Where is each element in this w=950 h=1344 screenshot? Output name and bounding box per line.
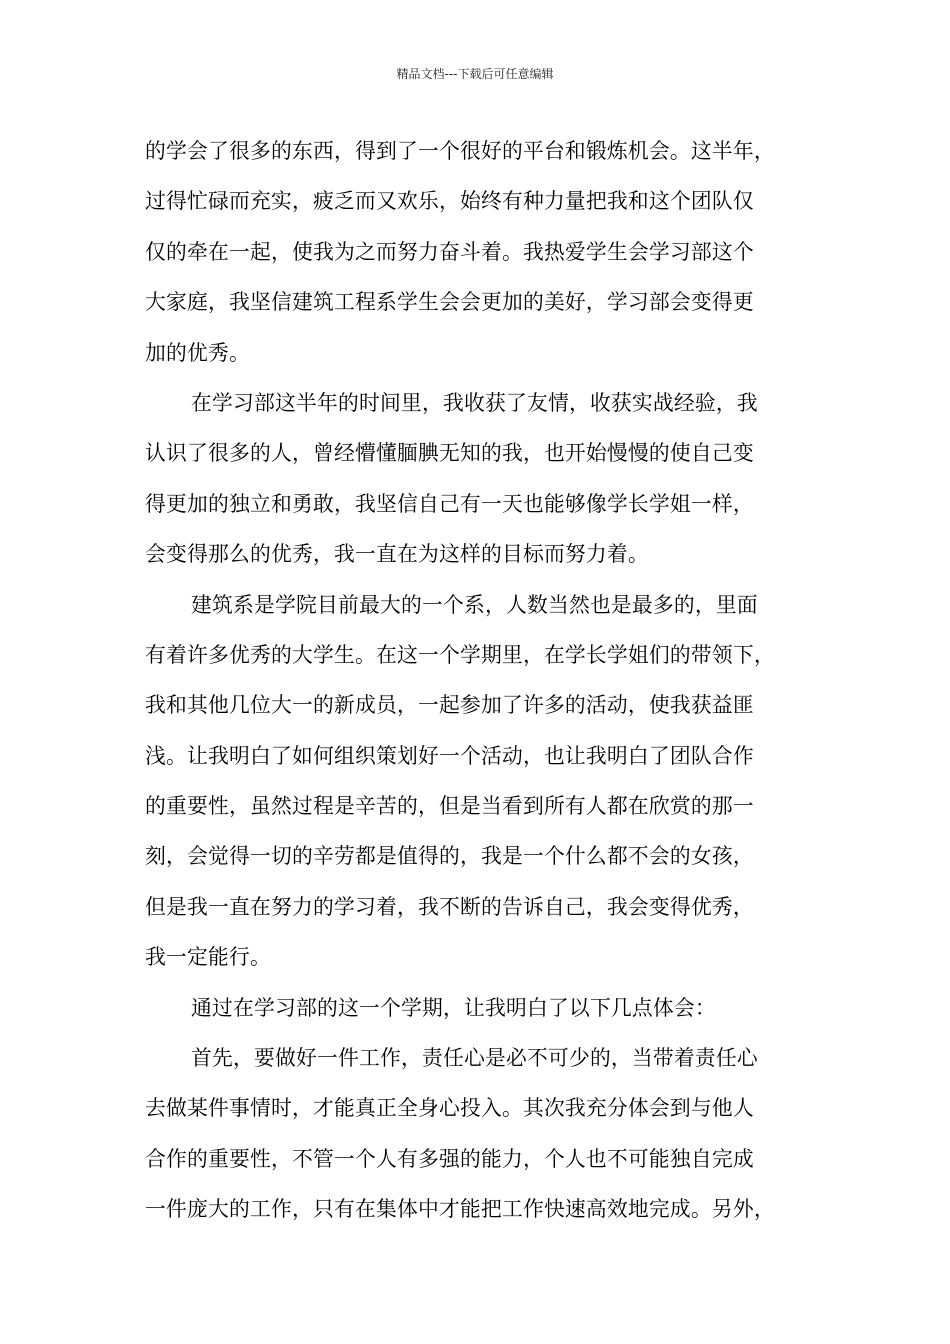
paragraph-3-line-6: 刻，会觉得一切的辛劳都是值得的，我是一个什么都不会的女孩， xyxy=(145,844,754,869)
paragraph-1-line-3: 仅的牵在一起，使我为之而努力奋斗着。我热爱学生会学习部这个 xyxy=(145,239,754,264)
paragraph-1-line-5: 加的优秀。 xyxy=(145,340,250,365)
paragraph-5-line-3: 合作的重要性，不管一个人有多强的能力，个人也不可能独自完成 xyxy=(145,1146,754,1171)
page-header: 精品文档---下载后可任意编辑 xyxy=(396,67,554,81)
paragraph-1-line-4: 大家庭，我坚信建筑工程系学生会会更加的美好，学习部会变得更 xyxy=(145,290,754,315)
paragraph-3-line-3: 我和其他几位大一的新成员，一起参加了许多的活动，使我获益匪 xyxy=(145,693,754,718)
paragraph-2-line-1: 在学习部这半年的时间里，我收获了友情，收获实战经验，我 xyxy=(191,390,758,415)
document-body xyxy=(145,131,825,1240)
paragraph-3-line-5: 的重要性，虽然过程是辛苦的，但是当看到所有人都在欣赏的那一 xyxy=(145,794,754,819)
paragraph-1-line-1: 的学会了很多的东西，得到了一个很好的平台和锻炼机会。这半年， xyxy=(145,139,775,163)
paragraph-3-line-7: 但是我一直在努力的学习着，我不断的告诉自己，我会变得优秀， xyxy=(145,894,754,919)
paragraph-3-line-2: 有着许多优秀的大学生。在这一个学期里，在学长学姐们的带领下， xyxy=(145,642,775,667)
paragraph-3-line-4: 浅。让我明白了如何组织策划好一个活动，也让我明白了团队合作 xyxy=(145,743,754,768)
paragraph-3-line-8: 我一定能行。 xyxy=(145,945,271,970)
paragraph-1-line-2: 过得忙碌而充实，疲乏而又欢乐，始终有种力量把我和这个团队仅 xyxy=(145,189,754,214)
paragraph-4-line-1: 通过在学习部的这一个学期，让我明白了以下几点体会： xyxy=(191,995,716,1020)
paragraph-3-line-1: 建筑系是学院目前最大的一个系，人数当然也是最多的，里面 xyxy=(191,592,758,617)
paragraph-5-line-1: 首先，要做好一件工作，责任心是必不可少的，当带着责任心 xyxy=(191,1046,758,1071)
paragraph-2-line-4: 会变得那么的优秀，我一直在为这样的目标而努力着。 xyxy=(145,542,649,567)
paragraph-2-line-3: 得更加的独立和勇敢，我坚信自己有一天也能够像学长学姐一样， xyxy=(145,491,754,516)
paragraph-5-line-2: 去做某件事情时，才能真正全身心投入。其次我充分体会到与他人 xyxy=(145,1096,754,1121)
paragraph-2-line-2: 认识了很多的人，曾经懵懂腼腆无知的我，也开始慢慢的使自己变 xyxy=(145,441,754,466)
paragraph-5-line-4: 一件庞大的工作，只有在集体中才能把工作快速高效地完成。另外， xyxy=(145,1197,775,1222)
